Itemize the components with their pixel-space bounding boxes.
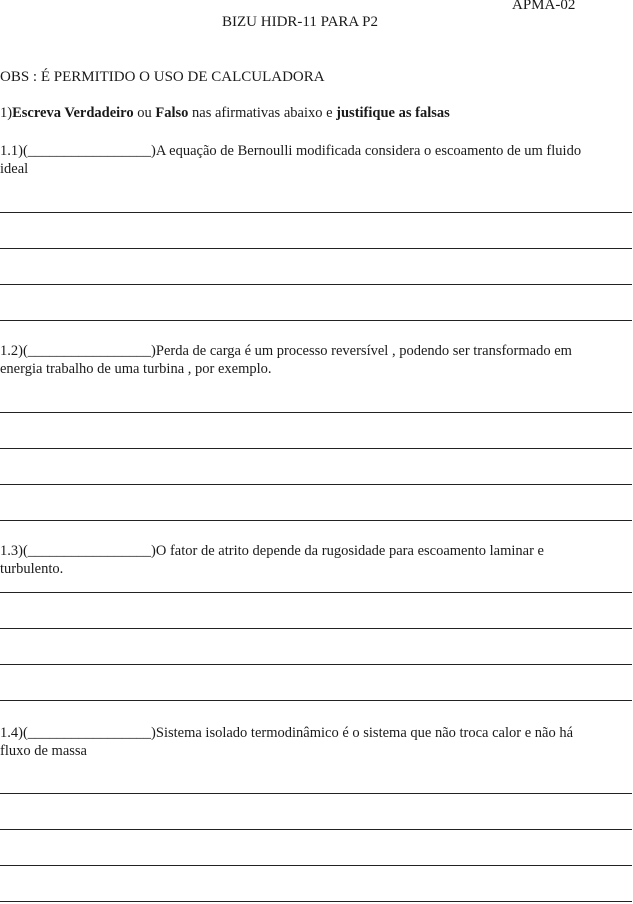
document-code: APMA-02 xyxy=(512,0,576,13)
question-text: A equação de Bernoulli modificada considera o escoamento de um fluido xyxy=(155,143,582,159)
answer-line[interactable] xyxy=(0,865,632,866)
question-1-2 xyxy=(0,342,633,378)
instruction-mid-1: ou xyxy=(133,105,156,121)
question-text-continued: turbulento. xyxy=(0,561,64,577)
answer-line[interactable] xyxy=(0,412,632,413)
answer-line[interactable] xyxy=(0,484,632,485)
answer-line[interactable] xyxy=(0,664,632,665)
question-text: Perda de carga é um processo reversível , podendo ser transformado em xyxy=(155,343,572,359)
instruction-mid-2: nas afirmativas abaixo e xyxy=(188,105,337,121)
question-text: Sistema isolado termodinâmico é o sistema que não troca calor e não há xyxy=(155,725,574,741)
answer-line[interactable] xyxy=(0,793,632,794)
document-title: BIZU HIDR-11 PARA P2 xyxy=(222,14,378,30)
instruction-bold-2: Falso xyxy=(155,105,189,121)
answer-line[interactable] xyxy=(0,829,632,830)
question-1-1 xyxy=(0,142,633,178)
answer-line[interactable] xyxy=(0,284,632,285)
question-number: 1.2)(_________________) xyxy=(0,343,156,359)
instruction-bold-3: justifique as falsas xyxy=(336,105,450,121)
answer-line[interactable] xyxy=(0,700,632,701)
instruction xyxy=(0,105,450,122)
answer-line[interactable] xyxy=(0,320,632,321)
question-text-continued: fluxo de massa xyxy=(0,743,87,759)
obs-note: OBS : É PERMITIDO O USO DE CALCULADORA xyxy=(0,69,325,85)
question-number: 1.4)(_________________) xyxy=(0,725,156,741)
question-text-continued: ideal xyxy=(0,161,29,177)
answer-line[interactable] xyxy=(0,448,632,449)
instruction-prefix: 1) xyxy=(0,105,13,121)
answer-line[interactable] xyxy=(0,592,632,593)
answer-line[interactable] xyxy=(0,901,632,902)
answer-line[interactable] xyxy=(0,628,632,629)
instruction-bold-1: Escreva Verdadeiro xyxy=(12,105,134,121)
question-text-continued: energia trabalho de uma turbina , por exemplo. xyxy=(0,361,272,377)
answer-line[interactable] xyxy=(0,212,632,213)
answer-line[interactable] xyxy=(0,248,632,249)
question-1-3 xyxy=(0,542,633,578)
question-1-4 xyxy=(0,724,633,760)
question-number: 1.1)(_________________) xyxy=(0,143,156,159)
question-text: O fator de atrito depende da rugosidade para escoamento laminar e xyxy=(155,543,544,559)
answer-line[interactable] xyxy=(0,520,632,521)
question-number: 1.3)(_________________) xyxy=(0,543,156,559)
